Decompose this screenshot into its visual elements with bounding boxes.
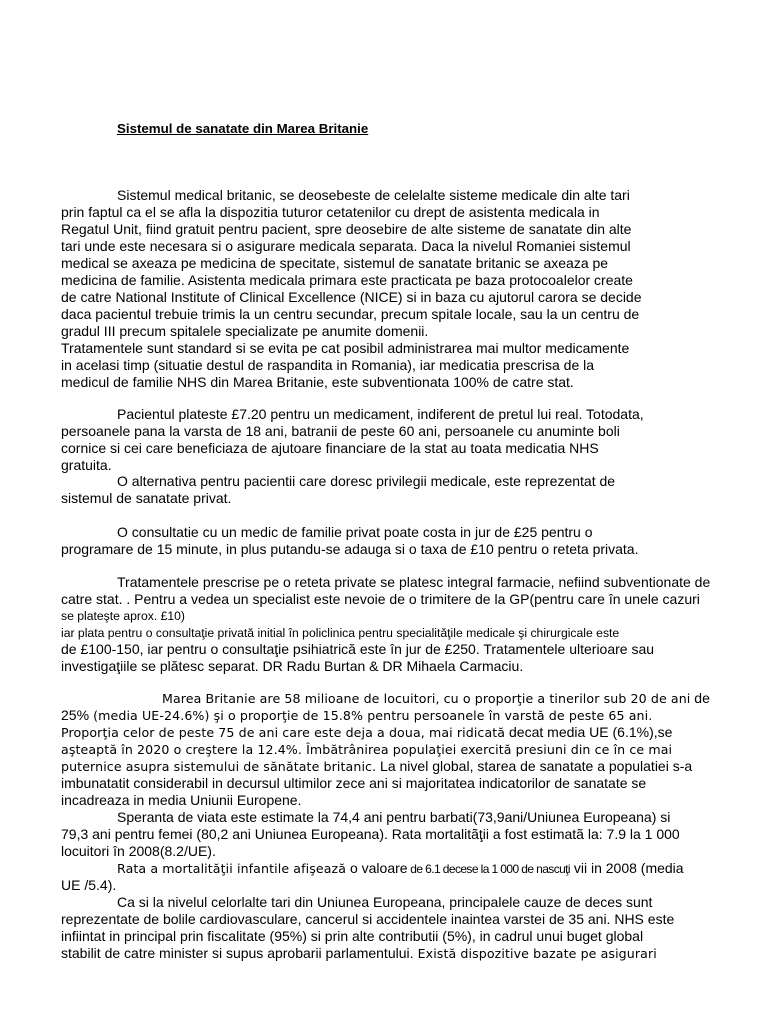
p8-line-4: stabilit de catre minister si supus aprobarii parlamentului. Există dispozitive bazate pe asigurari <box>61 945 657 961</box>
p8-line-1: Ca si la nivelul celorlalte tari din Uniunea Europeana, principalele cauze de deces sunt <box>117 894 653 910</box>
p1-line-12: medicul de familie NHS din Marea Britanie, este subventionata 100% de catre stat. <box>61 374 574 390</box>
p4-line-2: catre stat. . Pentru a vedea un specialist este nevoie de o trimitere de la GP(pentru care în unele cazuri <box>61 591 700 607</box>
p4-line-4: iar plata pentru o consultaţie privată initial în policlinica pentru specialitǎţile medicale şi chirurgicale este <box>61 626 620 640</box>
p4-line-3: se plateşte aprox. £10) <box>61 609 185 623</box>
p1-line-11: in acelasi timp (situatie destul de raspandita in Romania), iar medicatia prescrisa de la <box>61 357 595 373</box>
p7-line-2: UE /5.4). <box>61 877 117 893</box>
p5-line-7: incadreaza in media Uniunii Europene. <box>61 792 302 808</box>
p4-line-6: investigaţiile se plătesc separat. DR Radu Burtan & DR Mihaela Carmaciu. <box>61 658 524 674</box>
p5-line-1: Marea Britanie are 58 milioane de locuitori, cu o proporţie a tinerilor sub 20 de ani de <box>162 690 710 706</box>
p1-line-5: medical se axeaza pe medicina de specitate, sistemul de sanatate britanic se axeaza pe <box>61 255 609 271</box>
p3-line-1: O consultatie cu un medic de familie privat poate costa in jur de £25 pentru o <box>117 524 593 540</box>
p8-line-3: infiintat in principal prin fiscalitate (95%) si prin alte contributii (5%), in cadrul unui buget global <box>61 928 644 944</box>
p4-line-5: de £100-150, iar pentru o consultaţie psihiatrică este în jur de £250. Tratamentele ulterioare sau <box>61 641 655 657</box>
p6-line-2: 79,3 ani pentru femei (80,2 ani Uniunea Europeana). Rata mortalitãţii a fost estimatã la: 7.9 la 1 000 <box>61 826 680 842</box>
p1-line-3: Regatul Unit, fiind gratuit pentru pacient, spre deosebire de alte sisteme de sanatate din alte <box>61 221 632 237</box>
p1-line-1: Sistemul medical britanic, se deosebeste de celelalte sisteme medicale din alte tari <box>117 187 630 203</box>
p1-line-9: gradul III precum spitalele specializate pe anumite domenii. <box>61 323 429 339</box>
p1-line-10: Tratamentele sunt standard si se evita pe cat posibil administrarea mai multor medicamente <box>61 340 630 356</box>
p1-line-6: medicina de familie. Asistenta medicala primara este practicata pe baza protocoalelor create <box>61 272 633 288</box>
p8-line-2: reprezentate de bolile cardiovasculare, cancerul si accidentele inaintea varstei de 35 ani. NHS este <box>61 911 675 927</box>
document-title: Sistemul de sanatate din Marea Britanie <box>117 121 369 136</box>
p5-line-5: puternice asupra sistemului de sănătate britanic. La nivel global, starea de sanatate a populatiei s-a <box>61 758 693 774</box>
p6-line-3: locuitori în 2008(8.2/UE). <box>61 843 216 859</box>
p6-line-1: Speranta de viata este estimate la 74,4 ani pentru barbati(73,9ani/Uniunea Europeana) si <box>117 809 671 825</box>
p2-line-3: cornice si cei care beneficiaza de ajutoare financiare de la stat au toata medicatia NHS <box>61 440 599 456</box>
p5-line-4: aşteaptă în 2020 o creştere la 12.4%. Îmbătrânirea populaţiei exercită presiuni din ce în ce mai <box>61 742 673 757</box>
p5-line-3: Proporţia celor de peste 75 de ani care este deja a doua, mai ridicată decat media UE (6.1%),se <box>61 724 673 740</box>
p1-line-4: tari unde este necesara si o asigurare medicala separata. Daca la nivelul Romaniei sistemul <box>61 238 631 254</box>
p2-line-1: Pacientul plateste £7.20 pentru un medicament, indiferent de pretul lui real. Totodata, <box>117 406 644 422</box>
p2-line-4: gratuita. <box>61 457 112 473</box>
p1-line-8: daca pacientul trebuie trimis la un centru secundar, precum spitale locale, sau la un centru de <box>61 306 640 322</box>
p2-line-6: sistemul de sanatate privat. <box>61 490 232 506</box>
p3-line-2: programare de 15 minute, in plus putandu-se adauga si o taxa de £10 pentru o reteta privata. <box>61 541 639 557</box>
p7-line-1: Rata a mortalităţii infantile afişează o valoare de 6.1 decese la 1 000 de nascuţi vii in 2008 (media <box>117 860 684 876</box>
p5-line-6: imbunatatit considerabil in decursul ultimilor zece ani si majoritatea indicatorilor de sanatate se <box>61 775 647 791</box>
p2-line-2: persoanele pana la varsta de 18 ani, batranii de peste 60 ani, persoanele cu anuminte boli <box>61 423 620 439</box>
p1-line-7: de catre National Institute of Clinical Excellence (NICE) si in baza cu ajutorul carora se decide <box>61 289 642 305</box>
p5-line-2: 25% (media UE-24.6%) şi o proporţie de 15.8% pentru persoanele în varstă de peste 65 ani. <box>61 707 653 723</box>
p1-line-2: prin faptul ca el se afla la dispozitia tuturor cetatenilor cu drept de asistenta medicala in <box>61 204 600 220</box>
p2-line-5: O alternativa pentru pacientii care doresc privilegii medicale, este reprezentat de <box>117 473 616 489</box>
p4-line-1: Tratamentele prescrise pe o reteta private se platesc integral farmacie, nefiind subventionate de <box>117 574 711 590</box>
